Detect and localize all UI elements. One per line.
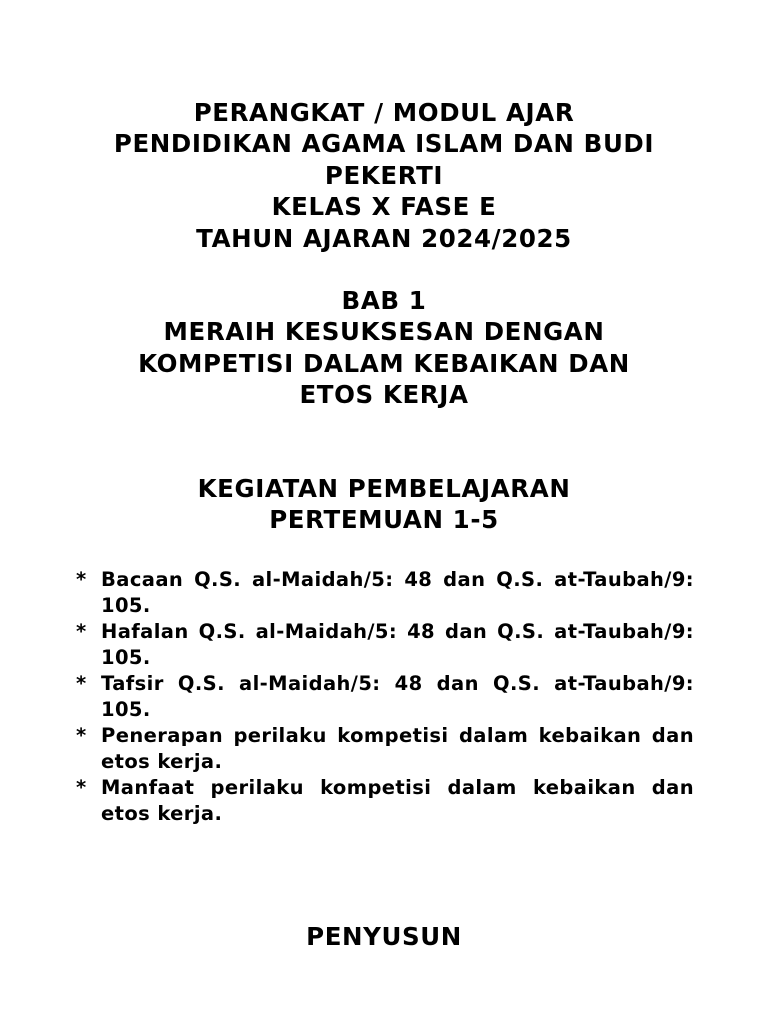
title-line: PENDIDIKAN AGAMA ISLAM DAN BUDI [113, 129, 655, 159]
list-item [76, 671, 694, 723]
asterisk-bullet-icon: * [76, 568, 87, 591]
list-item-text: Tafsir Q.S. al-Maidah/5: 48 dan Q.S. at-Taubah/9: 105. [101, 672, 694, 721]
list-item-text: Manfaat perilaku kompetisi dalam kebaikan dan etos kerja. [101, 776, 694, 825]
list-item-text: Hafalan Q.S. al-Maidah/5: 48 dan Q.S. at-Taubah/9: 105. [101, 620, 694, 669]
asterisk-bullet-icon: * [76, 776, 87, 799]
chapter-heading [60, 285, 708, 411]
activity-list [76, 567, 694, 827]
author-label: PENYUSUN [306, 922, 462, 951]
module-title [60, 97, 708, 254]
chapter-line: MERAIH KESUKSESAN DENGAN [163, 317, 605, 347]
list-item [76, 723, 694, 775]
asterisk-bullet-icon: * [76, 724, 87, 747]
asterisk-bullet-icon: * [76, 620, 87, 643]
activity-line: PERTEMUAN 1-5 [269, 505, 499, 535]
chapter-line: KOMPETISI DALAM KEBAIKAN DAN [138, 348, 630, 378]
asterisk-bullet-icon: * [76, 672, 87, 695]
chapter-line: BAB 1 [341, 286, 427, 315]
list-item [76, 619, 694, 671]
chapter-line: ETOS KERJA [299, 380, 469, 410]
list-item [76, 567, 694, 619]
list-item [76, 775, 694, 827]
activity-heading [60, 473, 708, 536]
list-item-text: Penerapan perilaku kompetisi dalam kebaikan dan etos kerja. [101, 724, 694, 773]
activity-line: KEGIATAN PEMBELAJARAN [197, 474, 571, 503]
list-item-text: Bacaan Q.S. al-Maidah/5: 48 dan Q.S. at-Taubah/9: 105. [101, 568, 694, 617]
title-line: TAHUN AJARAN 2024/2025 [196, 223, 572, 253]
title-line: PEKERTI [324, 160, 444, 190]
title-line: KELAS X FASE E [271, 192, 497, 222]
title-line: PERANGKAT / MODUL AJAR [193, 98, 575, 127]
